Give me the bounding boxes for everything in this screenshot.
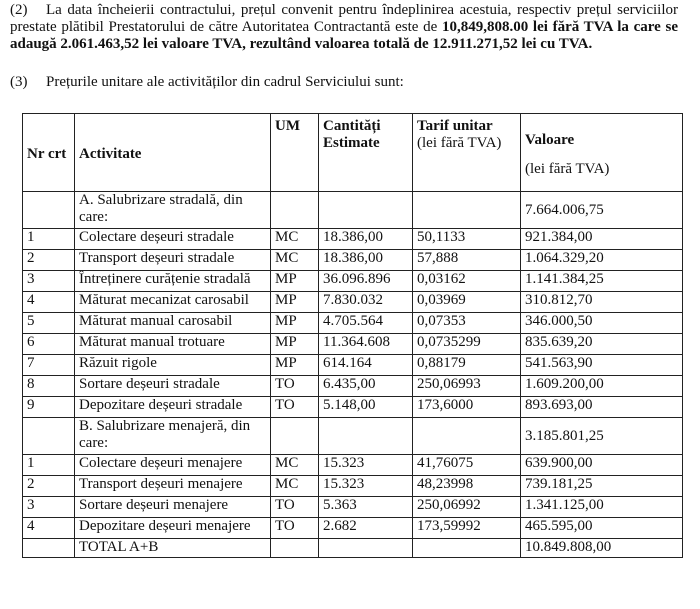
row-um: MP <box>271 355 319 376</box>
table-row <box>23 334 683 355</box>
row-nr: 8 <box>23 376 75 397</box>
section-tarif-cell <box>413 192 521 229</box>
row-cantitate: 4.705.564 <box>319 313 413 334</box>
paragraph-2 <box>10 2 678 53</box>
header-tarif-label: Tarif unitar <box>417 118 493 134</box>
row-cantitate: 614.164 <box>319 355 413 376</box>
row-tarif: 48,23998 <box>413 476 521 497</box>
paragraph-number: (3) <box>10 74 28 90</box>
section-um-cell <box>271 192 319 229</box>
header-valoare-label: Valoare <box>525 131 575 148</box>
total-row <box>23 539 683 558</box>
row-cantitate: 5.363 <box>319 497 413 518</box>
row-um: TO <box>271 376 319 397</box>
row-activitate: Întreținere curățenie stradală <box>75 271 271 292</box>
row-nr: 4 <box>23 518 75 539</box>
row-activitate: Transport deșeuri menajere <box>75 476 271 497</box>
row-nr: 4 <box>23 292 75 313</box>
total-cant-cell <box>319 539 413 558</box>
row-nr: 7 <box>23 355 75 376</box>
row-tarif: 0,07353 <box>413 313 521 334</box>
row-valoare: 541.563,90 <box>521 355 683 376</box>
table-row <box>23 497 683 518</box>
header-valoare-note: (lei fără TVA) <box>525 160 610 177</box>
total-tarif-cell <box>413 539 521 558</box>
section-value: 3.185.801,25 <box>521 418 683 455</box>
row-activitate: Transport deșeuri stradale <box>75 250 271 271</box>
row-um: MC <box>271 250 319 271</box>
table-row <box>23 376 683 397</box>
header-cantitati: Cantități Estimate <box>319 114 413 192</box>
row-nr: 2 <box>23 250 75 271</box>
header-nr-crt: Nr crt <box>23 114 75 192</box>
row-um: TO <box>271 518 319 539</box>
row-valoare: 893.693,00 <box>521 397 683 418</box>
table-row <box>23 518 683 539</box>
section-row <box>23 192 683 229</box>
row-activitate: Depozitare deșeuri stradale <box>75 397 271 418</box>
row-nr: 6 <box>23 334 75 355</box>
section-um-cell <box>271 418 319 455</box>
row-activitate: Măturat manual trotuare <box>75 334 271 355</box>
row-valoare: 739.181,25 <box>521 476 683 497</box>
row-nr: 3 <box>23 497 75 518</box>
row-tarif: 50,1133 <box>413 229 521 250</box>
row-tarif: 250,06993 <box>413 376 521 397</box>
row-nr: 1 <box>23 455 75 476</box>
row-cantitate: 15.323 <box>319 476 413 497</box>
row-cantitate: 5.148,00 <box>319 397 413 418</box>
row-um: MC <box>271 229 319 250</box>
row-activitate: Colectare deșeuri menajere <box>75 455 271 476</box>
paragraph-text: Prețurile unitare ale activităților din cadrul Serviciului sunt: <box>46 74 404 90</box>
section-cant-cell <box>319 418 413 455</box>
row-tarif: 0,88179 <box>413 355 521 376</box>
table-row <box>23 229 683 250</box>
total-value: 10.849.808,00 <box>521 539 683 558</box>
row-um: TO <box>271 497 319 518</box>
row-nr: 5 <box>23 313 75 334</box>
row-cantitate: 2.682 <box>319 518 413 539</box>
row-valoare: 1.341.125,00 <box>521 497 683 518</box>
row-um: MP <box>271 334 319 355</box>
paragraph-text: La data încheierii contractului, prețul convenit pentru îndeplinirea acestuia, respectiv prețul serviciilor prestate plătibil Prestatorului de către Autoritatea Contractantă este de <box>10 2 678 35</box>
section-nr-cell <box>23 418 75 455</box>
row-cantitate: 7.830.032 <box>319 292 413 313</box>
row-um: MP <box>271 313 319 334</box>
row-activitate: Depozitare deșeuri menajere <box>75 518 271 539</box>
total-label: TOTAL A+B <box>75 539 271 558</box>
row-valoare: 921.384,00 <box>521 229 683 250</box>
row-tarif: 0,03969 <box>413 292 521 313</box>
row-valoare: 310.812,70 <box>521 292 683 313</box>
row-activitate: Sortare deșeuri stradale <box>75 376 271 397</box>
header-tarif-note: (lei fără TVA) <box>417 135 502 151</box>
row-tarif: 41,76075 <box>413 455 521 476</box>
row-activitate: Măturat mecanizat carosabil <box>75 292 271 313</box>
row-um: TO <box>271 397 319 418</box>
row-nr: 3 <box>23 271 75 292</box>
row-valoare: 1.064.329,20 <box>521 250 683 271</box>
row-cantitate: 11.364.608 <box>319 334 413 355</box>
paragraph-number: (2) <box>10 2 28 18</box>
row-nr: 9 <box>23 397 75 418</box>
row-tarif: 0,0735299 <box>413 334 521 355</box>
row-tarif: 173,6000 <box>413 397 521 418</box>
header-tarif <box>413 114 521 192</box>
section-title: B. Salubrizare menajeră, din care: <box>75 418 271 455</box>
row-nr: 2 <box>23 476 75 497</box>
table-row <box>23 476 683 497</box>
table-row <box>23 271 683 292</box>
contract-value-text: 10,849,808.00 lei fără TVA la care se adaugă 2.061.463,52 lei valoare TVA, rezultând valoarea totală de 12.911.271,52 lei cu TVA. <box>10 19 678 52</box>
row-cantitate: 15.323 <box>319 455 413 476</box>
row-valoare: 346.000,50 <box>521 313 683 334</box>
table-row <box>23 397 683 418</box>
section-value: 7.664.006,75 <box>521 192 683 229</box>
total-um-cell <box>271 539 319 558</box>
row-activitate: Răzuit rigole <box>75 355 271 376</box>
paragraph-3 <box>10 74 678 91</box>
row-valoare: 835.639,20 <box>521 334 683 355</box>
row-valoare: 1.141.384,25 <box>521 271 683 292</box>
row-um: MP <box>271 271 319 292</box>
table-header-row <box>23 114 683 192</box>
row-cantitate: 18.386,00 <box>319 229 413 250</box>
row-activitate: Colectare deșeuri stradale <box>75 229 271 250</box>
header-activitate: Activitate <box>75 114 271 192</box>
row-activitate: Sortare deșeuri menajere <box>75 497 271 518</box>
row-cantitate: 18.386,00 <box>319 250 413 271</box>
row-valoare: 1.609.200,00 <box>521 376 683 397</box>
table-row <box>23 455 683 476</box>
row-tarif: 0,03162 <box>413 271 521 292</box>
section-cant-cell <box>319 192 413 229</box>
row-tarif: 173,59992 <box>413 518 521 539</box>
row-tarif: 57,888 <box>413 250 521 271</box>
table-row <box>23 313 683 334</box>
header-um: UM <box>271 114 319 192</box>
row-valoare: 465.595,00 <box>521 518 683 539</box>
row-activitate: Măturat manual carosabil <box>75 313 271 334</box>
section-nr-cell <box>23 192 75 229</box>
row-tarif: 250,06992 <box>413 497 521 518</box>
total-nr-cell <box>23 539 75 558</box>
row-valoare: 639.900,00 <box>521 455 683 476</box>
section-title: A. Salubrizare stradală, din care: <box>75 192 271 229</box>
row-um: MP <box>271 292 319 313</box>
table-row <box>23 355 683 376</box>
row-um: MC <box>271 476 319 497</box>
header-valoare <box>521 114 683 192</box>
row-um: MC <box>271 455 319 476</box>
section-row <box>23 418 683 455</box>
row-cantitate: 6.435,00 <box>319 376 413 397</box>
unit-prices-table <box>22 113 683 558</box>
section-tarif-cell <box>413 418 521 455</box>
row-cantitate: 36.096.896 <box>319 271 413 292</box>
table-row <box>23 250 683 271</box>
row-nr: 1 <box>23 229 75 250</box>
table-row <box>23 292 683 313</box>
